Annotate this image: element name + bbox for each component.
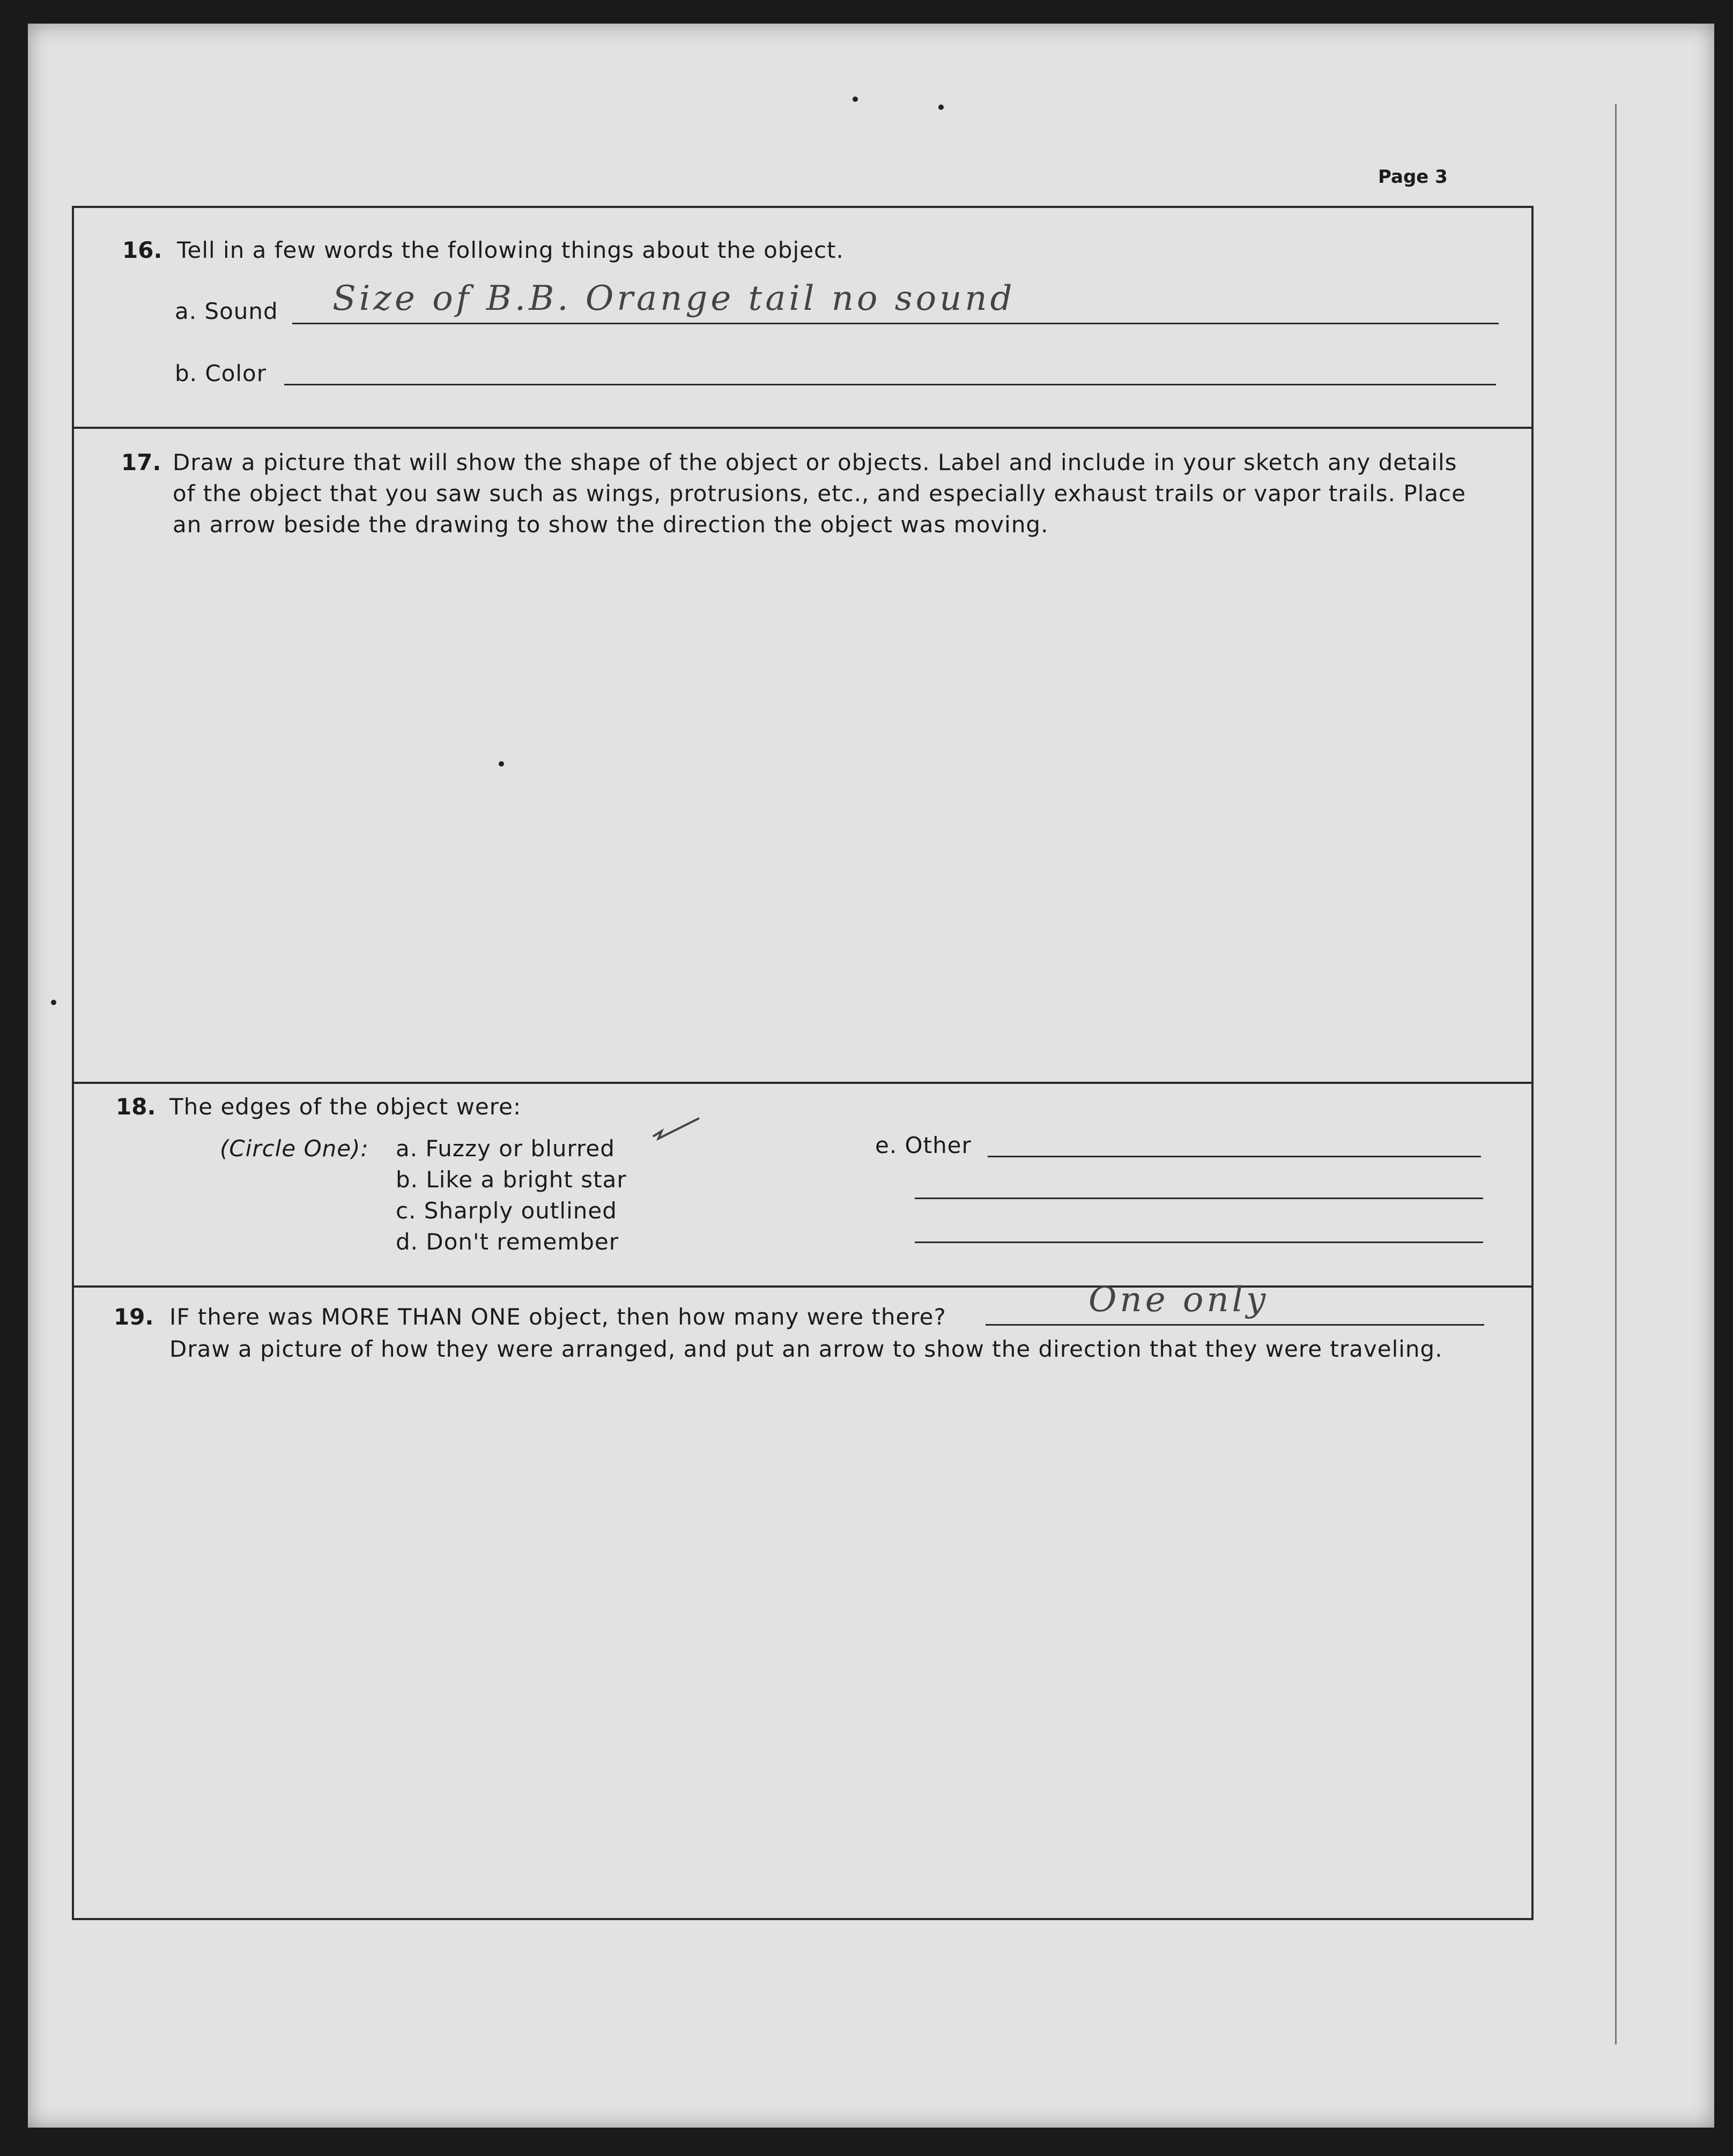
question-prompt: Tell in a few words the following things about the object. xyxy=(177,237,844,263)
divider-18-19 xyxy=(74,1285,1531,1288)
option-sharply-outlined[interactable]: c. Sharply outlined xyxy=(396,1198,617,1224)
question-prompt: The edges of the object were: xyxy=(169,1094,522,1120)
speck xyxy=(938,105,944,110)
other-line-3 xyxy=(915,1241,1483,1243)
option-bright-star[interactable]: b. Like a bright star xyxy=(396,1166,627,1193)
sound-answer-line xyxy=(292,323,1499,324)
page-fold-shadow xyxy=(1615,104,1617,2045)
other-line-1 xyxy=(988,1156,1481,1157)
divider-17-18 xyxy=(74,1082,1531,1084)
question-prompt-line1: Draw a picture that will show the shape of the object or objects. Label and include in your sketch any details xyxy=(173,449,1457,475)
circle-one-instruction: (Circle One): xyxy=(220,1135,369,1162)
question-number: 17. xyxy=(121,449,161,475)
option-fuzzy[interactable]: a. Fuzzy or blurred xyxy=(396,1135,615,1162)
speck xyxy=(499,761,504,767)
option-dont-remember[interactable]: d. Don't remember xyxy=(396,1229,619,1255)
check-mark-icon xyxy=(649,1115,702,1147)
option-other[interactable]: e. Other xyxy=(875,1132,972,1158)
sound-label: a. Sound xyxy=(175,298,278,324)
question-prompt-line2: Draw a picture of how they were arranged, and put an arrow to show the direction that they were traveling. xyxy=(169,1336,1443,1362)
other-line-2 xyxy=(915,1198,1483,1199)
color-label: b. Color xyxy=(175,360,267,386)
speck xyxy=(853,96,858,102)
question-prompt-line2: of the object that you saw such as wings, protrusions, etc., and especially exhaust trails or vapor trails. Place xyxy=(173,480,1466,507)
sound-answer[interactable]: Size of B.B. Orange tail no sound xyxy=(332,279,1016,318)
sketch-area[interactable] xyxy=(80,547,1528,1077)
count-answer[interactable]: One only xyxy=(1088,1280,1269,1320)
question-prompt: IF there was MORE THAN ONE object, then how many were there? xyxy=(169,1304,946,1330)
speck xyxy=(51,1000,56,1005)
question-number: 16. xyxy=(122,237,162,263)
color-answer-line xyxy=(284,384,1496,385)
question-number: 18. xyxy=(116,1094,156,1120)
question-number: 19. xyxy=(114,1304,154,1330)
arrangement-sketch-area[interactable] xyxy=(80,1372,1528,1914)
question-prompt-line3: an arrow beside the drawing to show the direction the object was moving. xyxy=(173,511,1049,538)
divider-16-17 xyxy=(74,427,1531,429)
page-number: Page 3 xyxy=(1378,166,1448,188)
count-answer-line xyxy=(986,1324,1484,1326)
